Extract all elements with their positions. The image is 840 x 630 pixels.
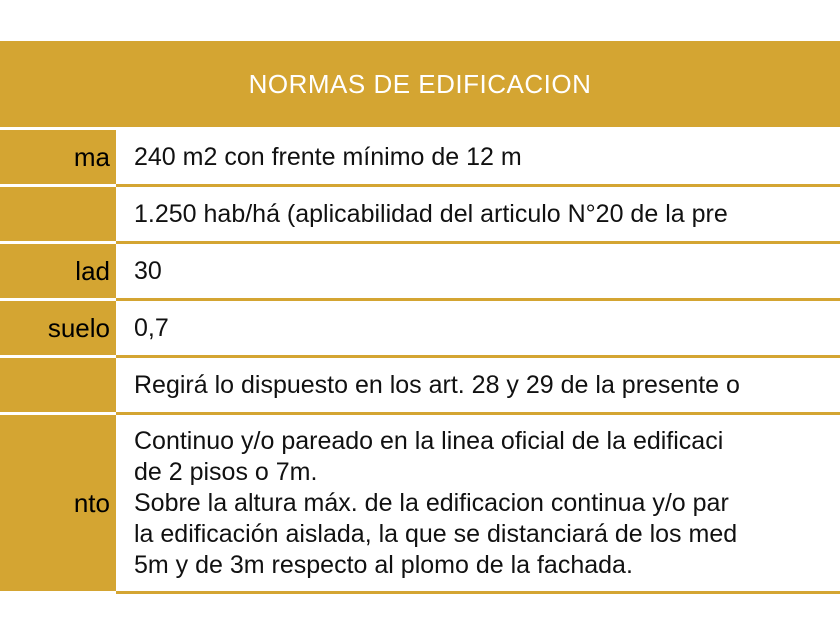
table-title: NORMAS DE EDIFICACION [248, 68, 592, 99]
row-value-cell [116, 301, 840, 355]
row-label-cell [0, 358, 116, 415]
row-value-cell [116, 187, 840, 241]
row-label-cell [0, 415, 116, 594]
row-value-line: 5m y de 3m respecto al plomo de la fachada. [134, 550, 633, 579]
table-row [0, 415, 840, 594]
row-value-cell [116, 130, 840, 184]
row-label: lad [75, 255, 110, 286]
row-value-line: de 2 pisos o 7m. [134, 457, 318, 486]
row-value-line: la edificación aislada, la que se distanciará de los med [134, 519, 738, 548]
table-row [0, 130, 840, 187]
row-label-cell [0, 244, 116, 301]
row-value-cell [116, 358, 840, 412]
row-value-cell [116, 415, 840, 591]
row-value: 0,7 [134, 313, 169, 342]
table-row [0, 187, 840, 244]
row-value-line: Sobre la altura máx. de la edificacion continua y/o par [134, 488, 729, 517]
building-norms-table [0, 41, 840, 594]
row-label: nto [73, 487, 110, 518]
row-value: 30 [134, 256, 162, 285]
row-value: Regirá lo dispuesto en los art. 28 y 29 de la presente o [134, 370, 740, 399]
table-header [0, 41, 840, 130]
table-row [0, 244, 840, 301]
table-row [0, 301, 840, 358]
row-value: 240 m2 con frente mínimo de 12 m [134, 142, 522, 171]
row-label: suelo [47, 312, 110, 343]
row-value: 1.250 hab/há (aplicabilidad del articulo N°20 de la pre [134, 199, 728, 228]
row-label: ma [73, 141, 110, 172]
row-value-line: Continuo y/o pareado en la linea oficial de la edificaci [134, 426, 724, 455]
table-row [0, 358, 840, 415]
row-label-cell [0, 187, 116, 244]
row-label-cell [0, 130, 116, 187]
row-label-cell [0, 301, 116, 358]
row-value-cell [116, 244, 840, 298]
